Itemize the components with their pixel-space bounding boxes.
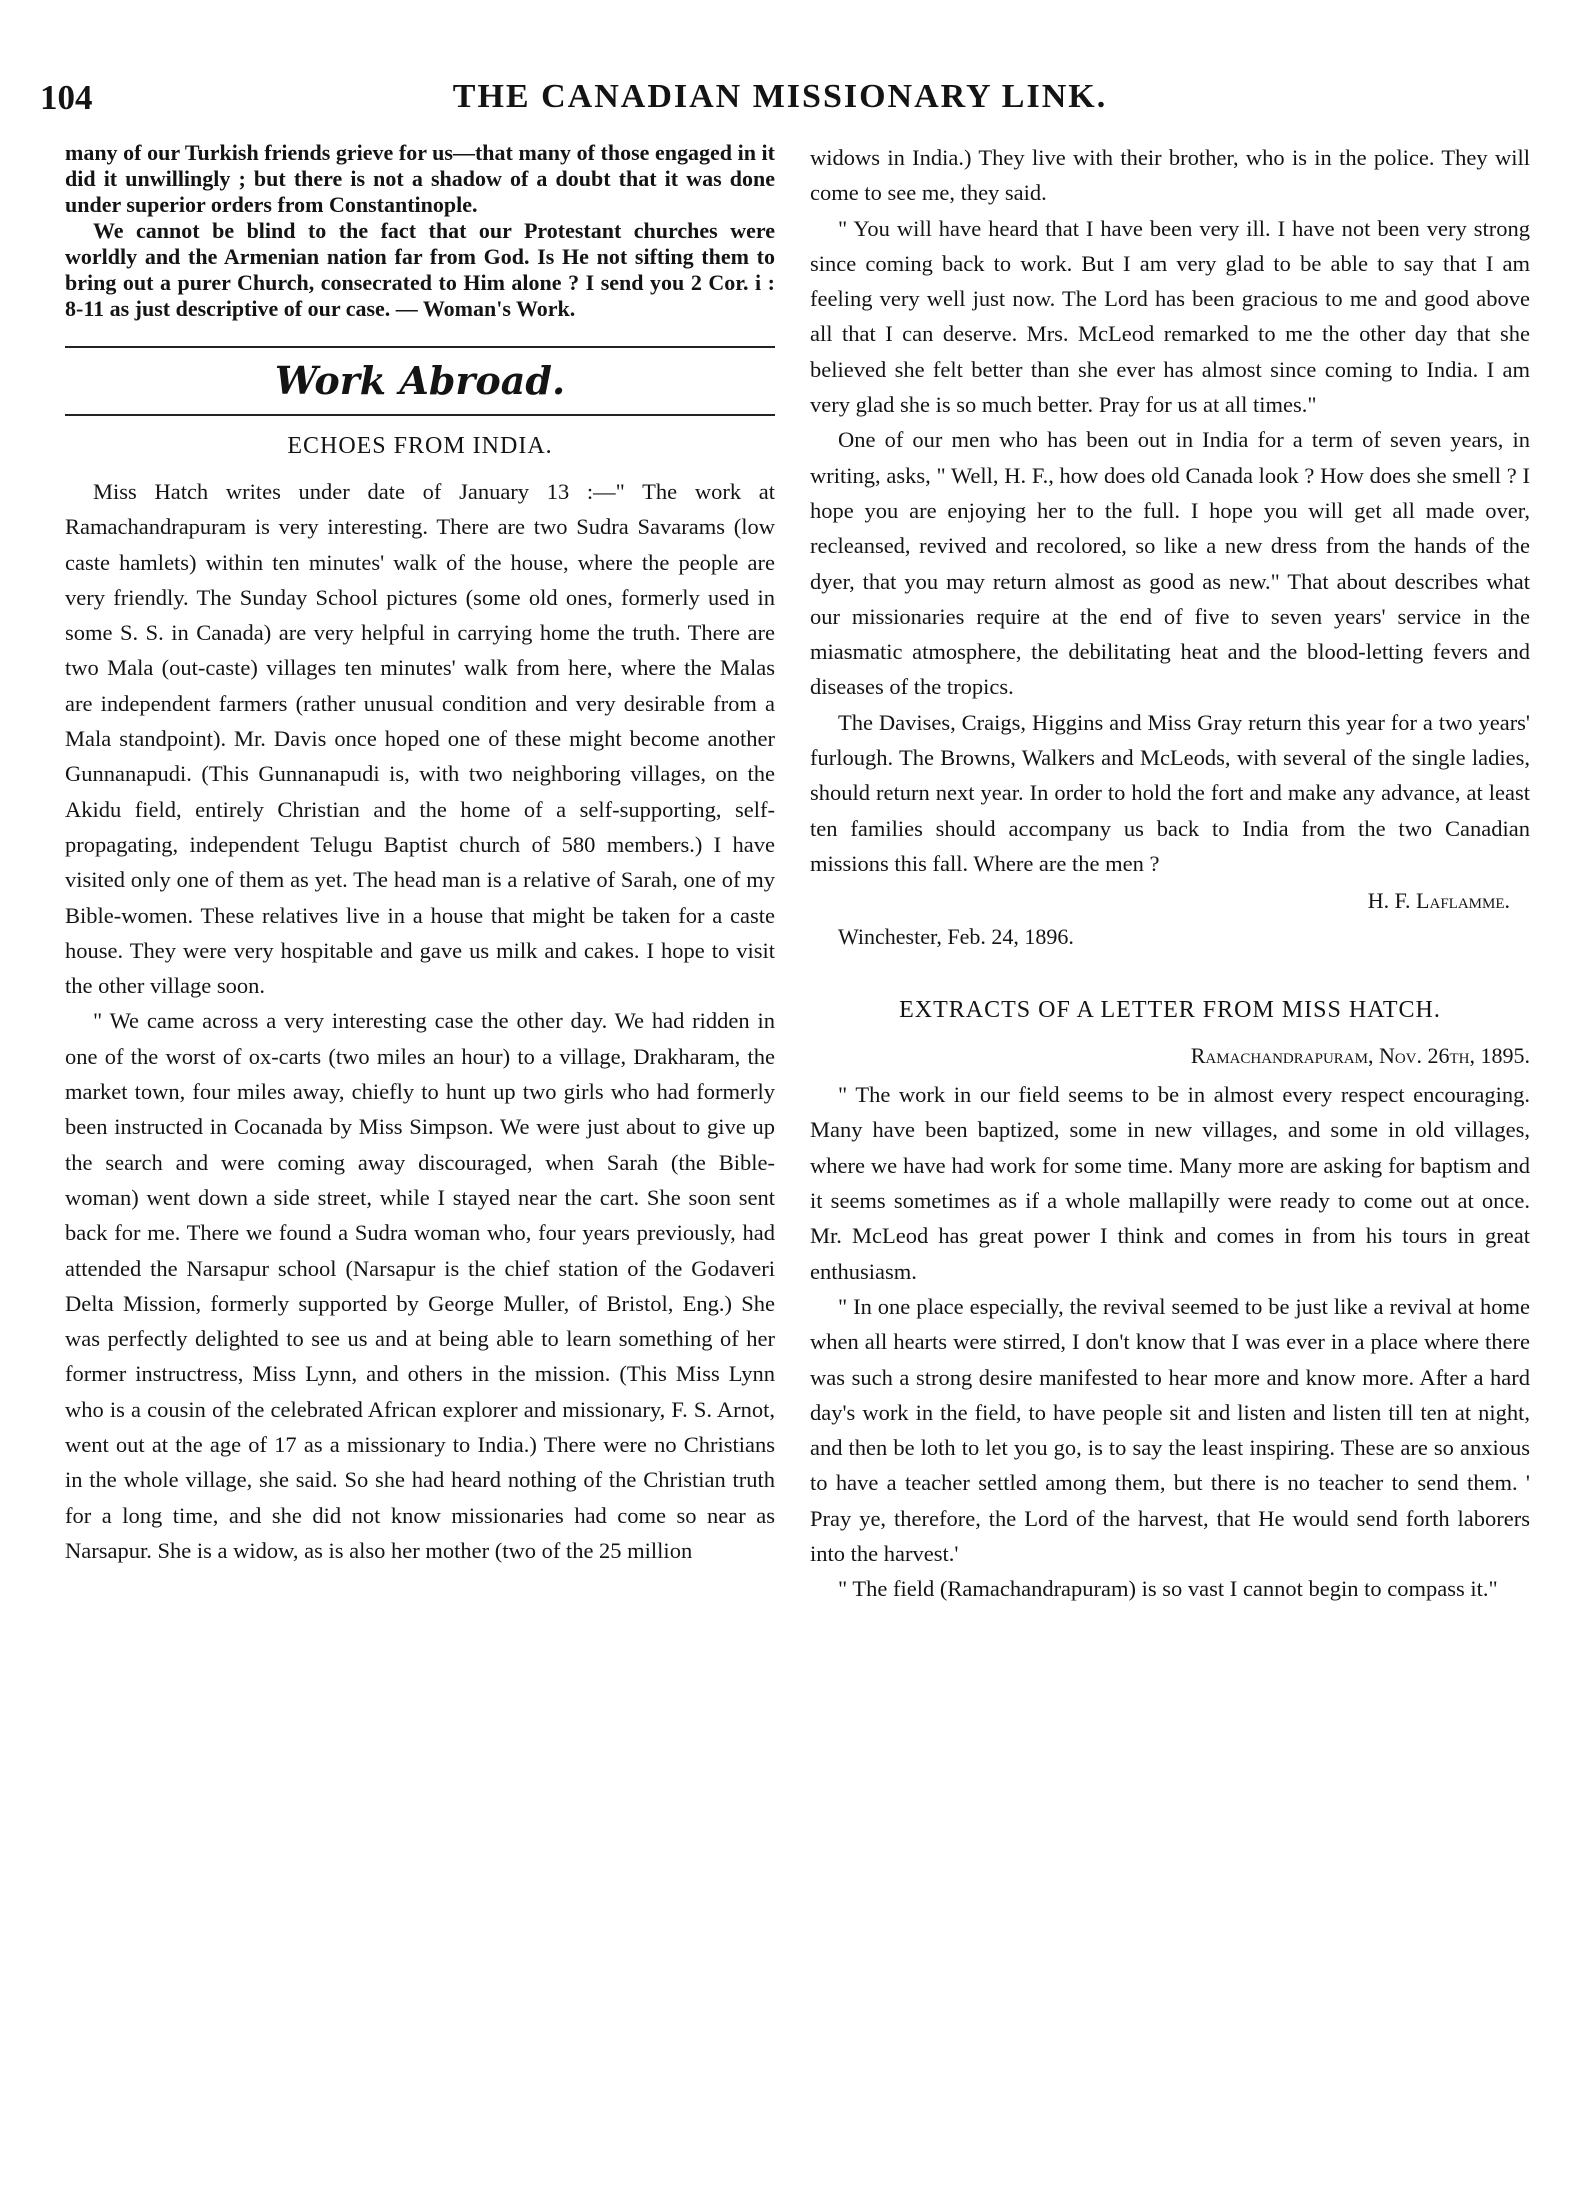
left-column <box>65 140 775 1568</box>
article-paragraph: widows in India.) They live with their brother, who is in the police. They will come to see me, they said. <box>810 145 1530 206</box>
page-number: 104 <box>40 78 93 117</box>
place-date: Ramachandrapuram, Nov. 26th, 1895. <box>1190 1042 1530 1068</box>
signature: H. F. Laflamme. <box>1367 888 1510 914</box>
article-title: EXTRACTS OF A LETTER FROM MISS HATCH. <box>899 996 1441 1023</box>
section-divider <box>65 346 775 348</box>
article-paragraph: " You will have heard that I have been very ill. I have not been very strong since coming back to work. But I am very glad to be able to say that I am feeling very well just now. The Lord has been gracious to me and good above all that I can deserve. Mrs. McLeod remarked to me the other day that she believed she felt better than she ever has almost since coming to India. I am very glad she is so much better. Pray for us at all times." <box>810 215 1530 418</box>
article-paragraph: " In one place especially, the revival seemed to be just like a revival at home when all hearts were stirred, I don't know that I was ever in a place where there was such a strong desire manifested to hear more and know more. After a hard day's work in the field, to have people sit and listen and listen till ten at night, and then be loth to let you go, is to say the least inspiring. These are so anxious to have a teacher settled among them, but there is no teacher to send them. ' Pray ye, therefore, the Lord of the harvest, that He would send forth laborers into the harvest.' <box>810 1293 1530 1566</box>
article-paragraph: " The field (Ramachandrapuram) is so vast I cannot begin to compass it." <box>838 1576 1498 1602</box>
article-paragraph: One of our men who has been out in India for a term of seven years, in writing, asks, " Well, H. F., how does old Canada look ? How does she smell ? I hope you are enjoying her to the full. I hope you will get all made over, recleansed, revived and recolored, so like a new dress from the hands of the dyer, that you may return almost as good as new." That about describes what our missionaries require at the end of five to seven years' service in the miasmatic atmosphere, the debilitating heat and the blood-letting fevers and diseases of the tropics. <box>810 427 1530 700</box>
section-title: Work Abroad. <box>274 358 566 403</box>
right-column <box>810 140 1530 1607</box>
article-paragraph: Miss Hatch writes under date of January 13 :—" The work at Ramachandrapuram is very interesting. There are two Sudra Savarams (low caste hamlets) within ten minutes' walk of the house, where the people are very friendly. The Sunday School pictures (some old ones, formerly used in some S. S. in Canada) are very helpful in carrying home the truth. There are two Mala (out-caste) villages ten minutes' walk from here, where the Malas are independent farmers (rather unusual condition and very desirable from a Mala standpoint). Mr. Davis once hoped one of these might become another Gunnanapudi. (This Gunnanapudi is, with two neighboring villages, on the Akidu field, entirely Christian and the home of a self-supporting, self-propagating, independent Telugu Baptist church of 580 members.) I have visited only one of them as yet. The head man is a relative of Sarah, one of my Bible-women. These relatives live in a house that might be taken for a caste house. They were very hospitable and gave us milk and cakes. I hope to visit the other village soon. <box>65 479 775 999</box>
page-header <box>40 68 1520 118</box>
article-paragraph: The Davises, Craigs, Higgins and Miss Gray return this year for a two years' furlough. The Browns, Walkers and McLeods, with several of the single ladies, should return next year. In order to hold the fort and make any advance, at least ten families should accompany us back to India from the two Canadian missions this fall. Where are the men ? <box>810 709 1530 876</box>
article-paragraph: " The work in our field seems to be in almost every respect encouraging. Many have been baptized, some in new villages, and some in old villages, where we have had work for some time. Many more are asking for baptism and it seems sometimes as if a whole mallapilly were ready to come out at once. Mr. McLeod has great power I think and comes in from his tours in great enthusiasm. <box>810 1082 1530 1284</box>
intro-paragraph: many of our Turkish friends grieve for us—that many of those engaged in it did it unwillingly ; but there is not a shadow of a doubt that it was done under superior orders from Constantinople. <box>65 140 775 217</box>
article-title: ECHOES FROM INDIA. <box>287 433 553 459</box>
section-divider <box>65 414 775 416</box>
intro-paragraph: We cannot be blind to the fact that our Protestant churches were worldly and the Armenian nation far from God. Is He not sifting them to bring out a purer Church, consecrated to Him alone ? I send you 2 Cor. i : 8-11 as just descriptive of our case. — Woman's Work. <box>65 218 775 321</box>
article-paragraph: " We came across a very interesting case the other day. We had ridden in one of the worst of ox-carts (two miles an hour) to a village, Drakharam, the market town, four miles away, chiefly to hunt up two girls who had formerly been instructed in Cocanada by Miss Simpson. We were just about to give up the search and were coming away discouraged, when Sarah (the Bible-woman) went down a side street, while I stayed near the cart. She soon sent back for me. There we found a Sudra woman who, four years previously, had attended the Narsapur school (Narsapur is the chief station of the Godaveri Delta Mission, formerly supported by George Muller, of Bristol, Eng.) She was perfectly delighted to see us and at being able to learn something of her former instructress, Miss Lynn, and others in the mission. (This Miss Lynn who is a cousin of the celebrated African explorer and missionary, F. S. Arnot, went out at the age of 17 as a missionary to India.) There were no Christians in the whole village, she said. So she had heard nothing of the Christian truth for a long time, and she did not know missionaries had come so near as Narsapur. She is a widow, as is also her mother (two of the 25 million <box>65 1008 775 1563</box>
journal-title: THE CANADIAN MISSIONARY LINK. <box>452 78 1108 115</box>
dateline: Winchester, Feb. 24, 1896. <box>838 923 1074 949</box>
